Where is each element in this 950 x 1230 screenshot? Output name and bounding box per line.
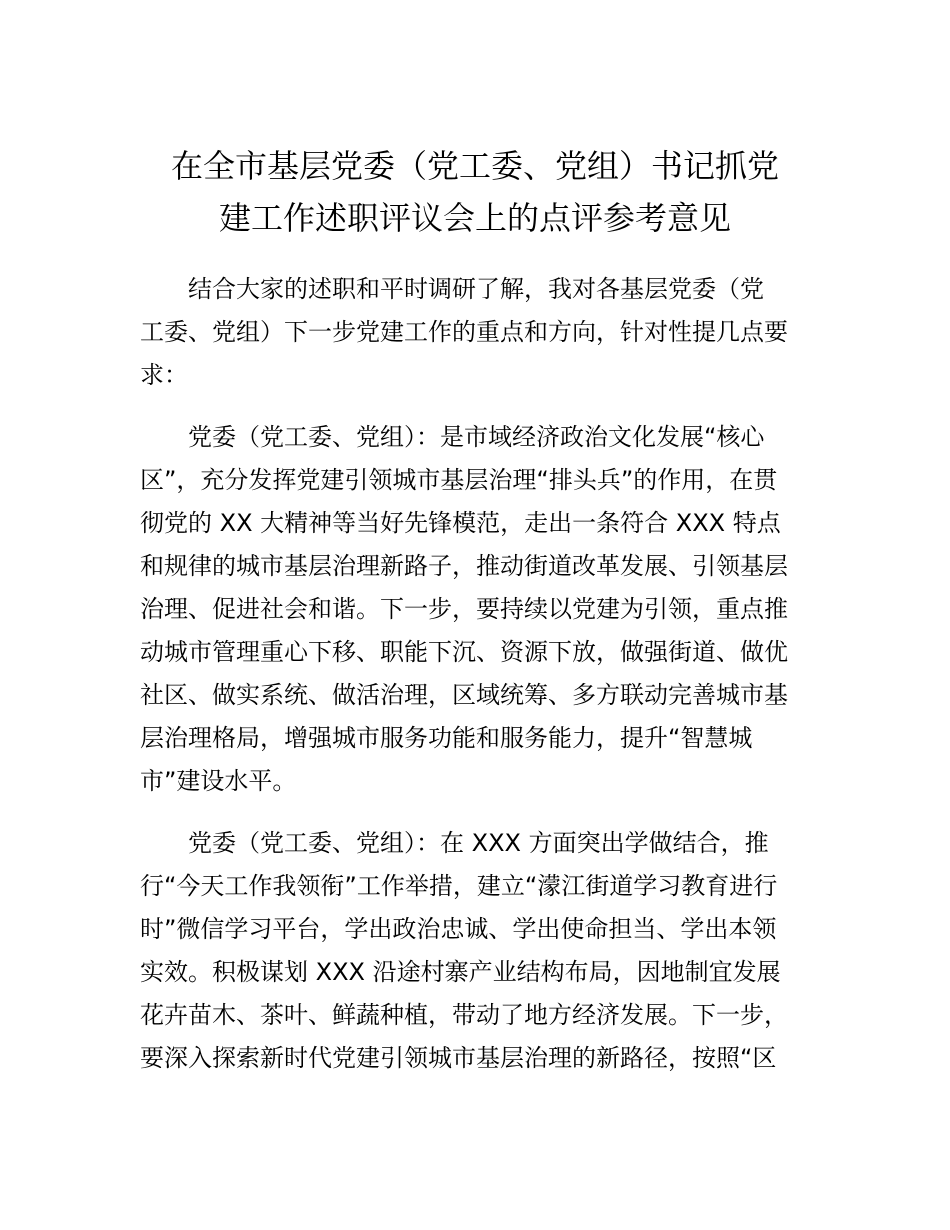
text-line: 实效。积极谋划 XXX 沿途村寨产业结构布局，因地制宜发展 bbox=[140, 958, 781, 986]
text-line: 彻党的 XX 大精神等当好先锋模范，走出一条符合 XXX 特点 bbox=[140, 509, 781, 537]
text-line: 治理、促进社会和谐。下一步，要持续以党建为引领，重点推 bbox=[140, 595, 788, 623]
paragraph-comment-2 bbox=[140, 822, 820, 1080]
text-line: 时”微信学习平台，学出政治忠诚、学出使命担当、学出本领 bbox=[140, 915, 777, 943]
text-line: 动城市管理重心下移、职能下沉、资源下放，做强街道、做优 bbox=[140, 638, 788, 666]
text-line: 结合大家的述职和平时调研了解，我对各基层党委（党 bbox=[188, 275, 764, 303]
title-line: 建工作述职评议会上的点评参考意见 bbox=[218, 199, 731, 237]
text-line: 党委（党工委、党组）：是市域经济政治文化发展“核心 bbox=[188, 423, 765, 451]
paragraph-comment-1 bbox=[140, 416, 820, 803]
paragraph-intro bbox=[140, 268, 820, 397]
text-line: 社区、做实系统、做活治理，区域统筹、多方联动完善城市基 bbox=[140, 681, 788, 709]
text-line: 区”，充分发挥党建引领城市基层治理“排头兵”的作用，在贯 bbox=[140, 466, 778, 494]
text-line: 要深入探索新时代党建引领城市基层治理的新路径，按照“区 bbox=[140, 1044, 777, 1072]
text-line: 党委（党工委、党组）：在 XXX 方面突出学做结合，推 bbox=[188, 829, 769, 857]
text-line: 工委、党组）下一步党建工作的重点和方向，针对性提几点要 bbox=[140, 318, 788, 346]
document-title bbox=[120, 140, 830, 244]
text-line: 行“今天工作我领衔”工作举措，建立“濛江街道学习教育进行 bbox=[140, 872, 778, 900]
text-line: 花卉苗木、茶叶、鲜蔬种植，带动了地方经济发展。下一步， bbox=[140, 1001, 788, 1029]
text-line: 和规律的城市基层治理新路子，推动街道改革发展、引领基层 bbox=[140, 552, 788, 580]
text-line: 层治理格局，增强城市服务功能和服务能力，提升“智慧城 bbox=[140, 724, 753, 752]
title-line: 在全市基层党委（党工委、党组）书记抓党 bbox=[170, 147, 779, 185]
text-line: 市”建设水平。 bbox=[140, 767, 297, 795]
text-line: 求： bbox=[140, 361, 188, 389]
